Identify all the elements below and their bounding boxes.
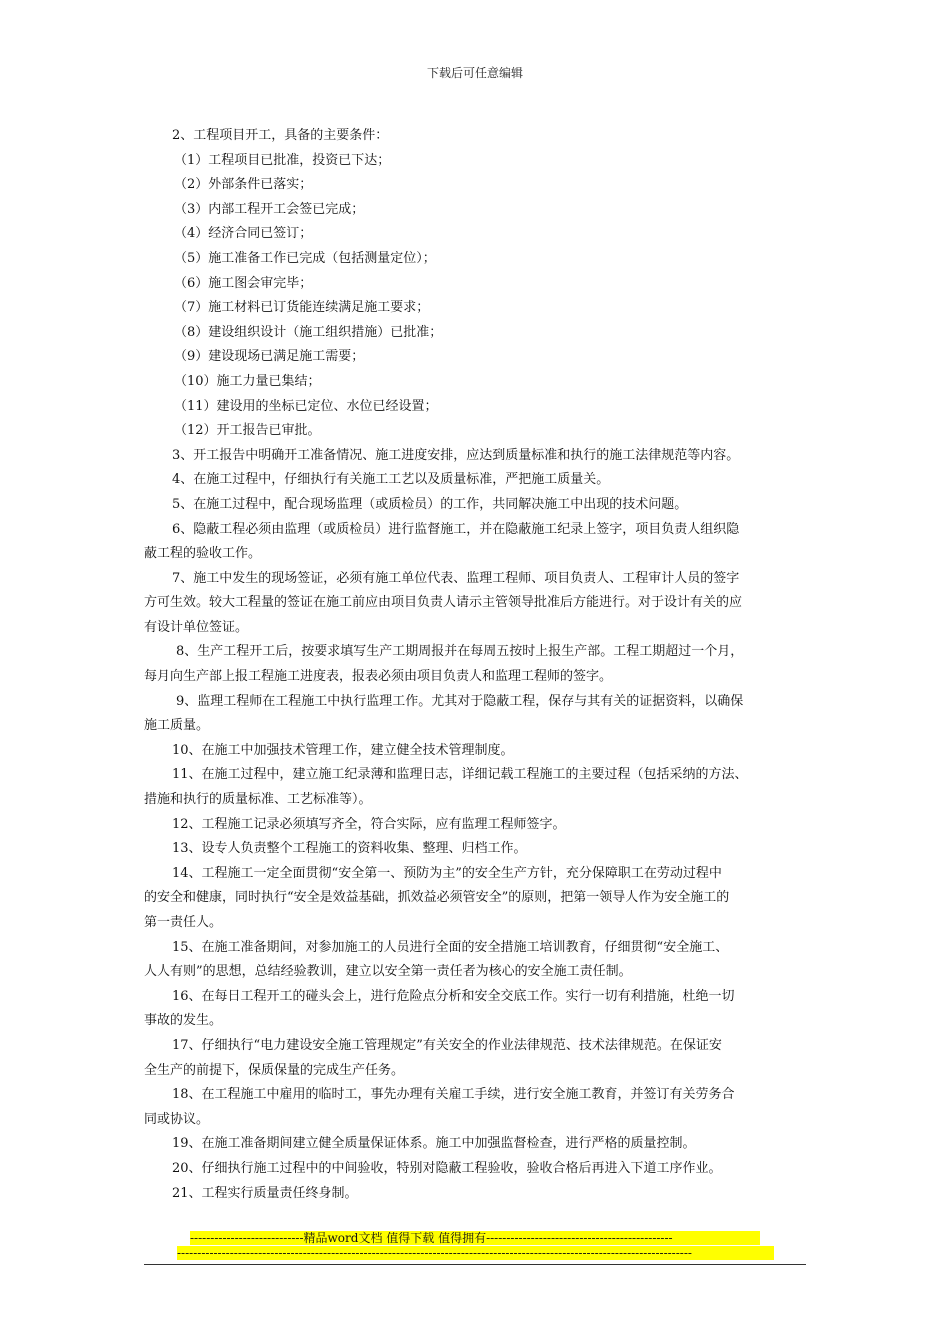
paragraph-line: 有设计单位签证。 — [144, 619, 249, 635]
paragraph-line: 9、监理工程师在工程施工中执行监理工作。尤其对于隐蔽工程，保存与其有关的证据资料，以确保 — [176, 693, 744, 709]
paragraph-line: （8）建设组织设计（施工组织措施）已批准； — [174, 324, 443, 340]
paragraph-line: 16、在每日工程开工的碰头会上，进行危险点分析和安全交底工作。实行一切有利措施，杜绝一切 — [172, 988, 735, 1004]
paragraph-line: （5）施工准备工作已完成（包括测量定位）； — [174, 250, 436, 266]
paragraph-line: 措施和执行的质量标准、工艺标准等）。 — [144, 792, 372, 808]
paragraph-line: 全生产的前提下，保质保量的完成生产任务。 — [144, 1062, 405, 1078]
paragraph-line: 10、在施工中加强技术管理工作，建立健全技术管理制度。 — [172, 742, 514, 758]
paragraph-line: 11、在施工过程中，建立施工纪录薄和监理日志，详细记载工程施工的主要过程（包括采纳的方法、 — [172, 767, 748, 783]
paragraph-line: 蔽工程的验收工作。 — [144, 546, 262, 562]
document-body — [144, 124, 816, 1206]
paragraph-line: 5、在施工过程中，配合现场监理（或质检员）的工作，共同解决施工中出现的技术问题。 — [172, 496, 688, 512]
paragraph-line: （2）外部条件已落实； — [174, 177, 313, 193]
paragraph-line: 的安全和健康，同时执行“安全是效益基础，抓效益必须管安全”的原则，把第一领导人作为安全施工的 — [144, 890, 730, 906]
paragraph-line: 17、仔细执行“电力建设安全施工管理规定”有关安全的作业法律规范、技术法律规范。在保证安 — [172, 1037, 722, 1053]
paragraph-line: 18、在工程施工中雇用的临时工，事先办理有关雇工手续，进行安全施工教育，并签订有关劳务合 — [172, 1087, 735, 1103]
paragraph-line: 6、隐蔽工程必须由监理（或质检员）进行监督施工，并在隐蔽施工纪录上签字，项目负责人组织隐 — [172, 521, 740, 537]
paragraph-line: 15、在施工准备期间，对参加施工的人员进行全面的安全措施工培训教育，仔细贯彻“安全施工、 — [172, 939, 729, 955]
footer-divider — [144, 1264, 806, 1265]
paragraph-line: （9）建设现场已满足施工需要； — [174, 349, 365, 365]
footer-banner-line-1: ----------------------------精品word文档 值得下载 值得拥有---------------------------------------------- — [190, 1231, 760, 1245]
paragraph-line: （7）施工材料已订货能连续满足施工要求； — [174, 300, 430, 316]
paragraph-line: （11）建设用的坐标已定位、水位已经设置； — [174, 398, 438, 414]
paragraph-line: 人人有则”的思想，总结经验教训，建立以安全第一责任者为核心的安全施工责任制。 — [144, 964, 632, 980]
paragraph-line: 19、在施工准备期间建立健全质量保证体系。施工中加强监督检查，进行严格的质量控制。 — [172, 1136, 696, 1152]
paragraph-line: 8、生产工程开工后，按要求填写生产工期周报并在每周五按时上报生产部。工程工期超过一个月， — [176, 644, 744, 660]
paragraph-line: 每月向生产部上报工程施工进度表，报表必须由项目负责人和监理工程师的签字。 — [144, 669, 613, 685]
footer-banner-line-2: ------------------------------------------------------------------------------------------------------------------------------- — [177, 1246, 774, 1260]
paragraph-line: （6）施工图会审完毕； — [174, 275, 313, 291]
page-header: 下载后可任意编辑 — [426, 66, 523, 80]
paragraph-line: （3）内部工程开工会签已完成； — [174, 201, 365, 217]
paragraph-line: 21、工程实行质量责任终身制。 — [172, 1185, 358, 1201]
paragraph-line: 7、施工中发生的现场签证，必须有施工单位代表、监理工程师、项目负责人、工程审计人员的签字 — [172, 570, 740, 586]
paragraph-line: 同或协议。 — [144, 1111, 210, 1127]
paragraph-line: 施工质量。 — [144, 718, 210, 734]
paragraph-line: 12、工程施工记录必须填写齐全，符合实际，应有监理工程师签字。 — [172, 816, 566, 832]
paragraph-line: 4、在施工过程中，仔细执行有关施工工艺以及质量标准，严把施工质量关。 — [172, 472, 610, 488]
paragraph-line: 第一责任人。 — [144, 915, 223, 930]
paragraph-line: （4）经济合同已签订； — [174, 226, 313, 242]
paragraph-line: 3、开工报告中明确开工准备情况、施工进度安排，应达到质量标准和执行的施工法律规范等内容。 — [172, 447, 740, 463]
paragraph-line: 13、设专人负责整个工程施工的资料收集、整理、归档工作。 — [172, 841, 527, 857]
paragraph-line: 方可生效。较大工程量的签证在施工前应由项目负责人请示主管领导批准后方能进行。对于设计有关的应 — [144, 595, 743, 611]
paragraph-line: （10）施工力量已集结； — [174, 373, 321, 389]
paragraph-line: 2、工程项目开工，具备的主要条件： — [172, 128, 389, 143]
paragraph-line: 14、工程施工一定全面贯彻“安全第一、预防为主”的安全生产方针，充分保障职工在劳动过程中 — [172, 865, 722, 881]
paragraph-line: 20、仔细执行施工过程中的中间验收，特别对隐蔽工程验收，验收合格后再进入下道工序作业。 — [172, 1160, 722, 1176]
paragraph-line: 事故的发生。 — [144, 1013, 223, 1029]
paragraph-line: （1）工程项目已批准，投资已下达； — [174, 152, 391, 168]
paragraph-line: （12）开工报告已审批。 — [174, 423, 321, 439]
